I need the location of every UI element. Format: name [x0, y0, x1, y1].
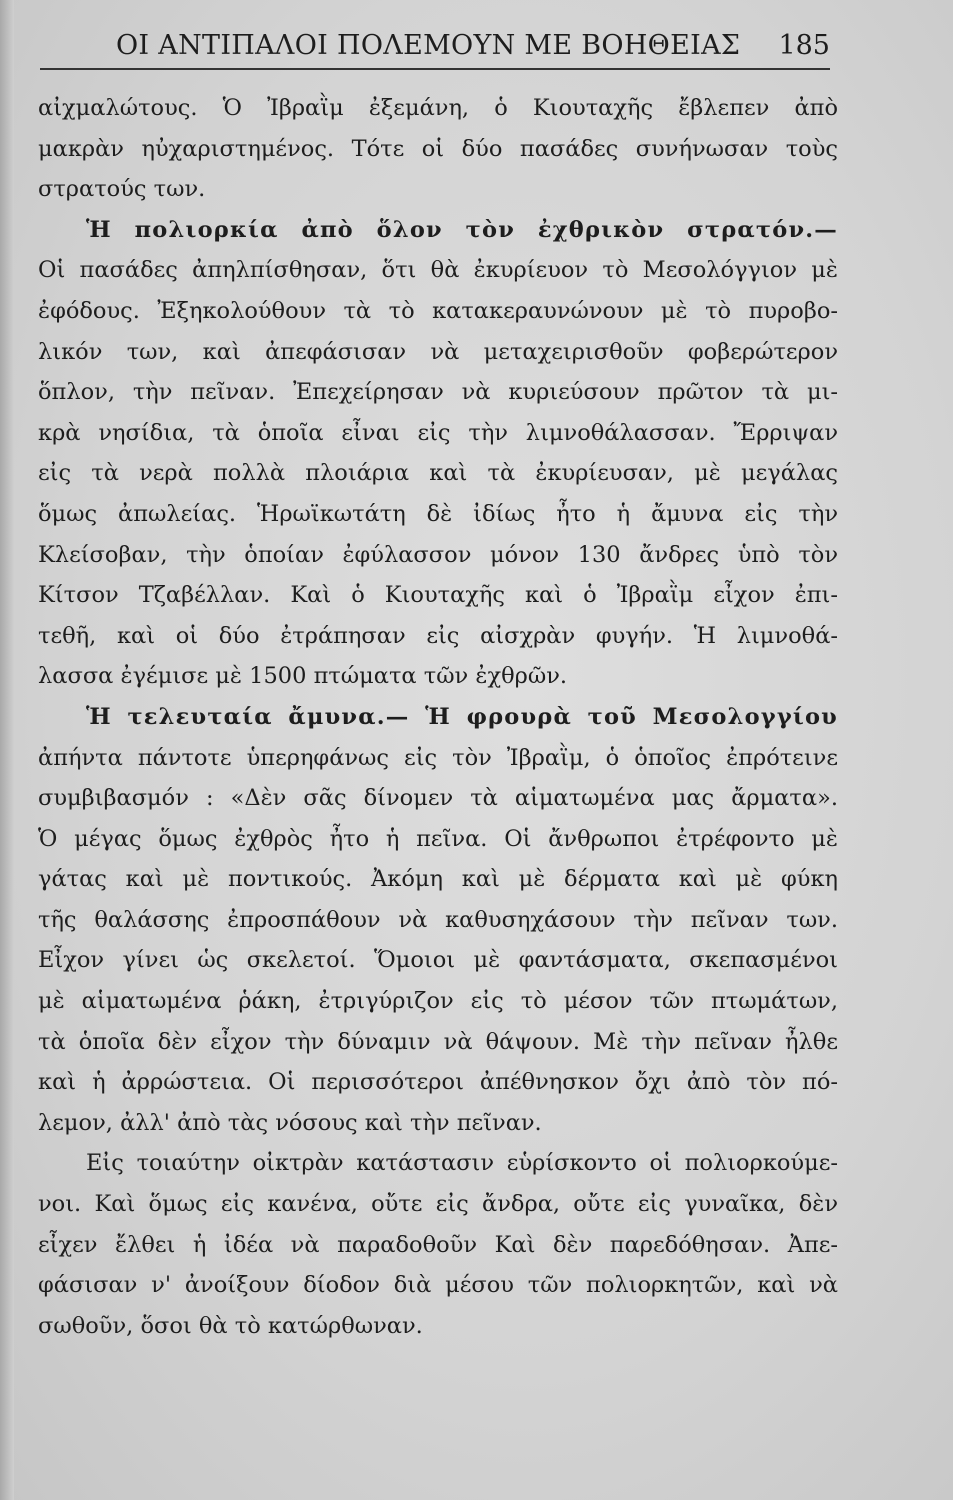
text-line: συμβιβασμόν : «Δὲν σᾶς δίνομεν τὰ αἱματωμένα μας ἄρματα».	[38, 785, 838, 812]
text-line: Ὁ μέγας ὅμως ἐχθρὸς ἦτο ἡ πεῖνα. Οἱ ἄνθρωποι ἐτρέφοντο μὲ	[38, 825, 838, 852]
text-line: Εἶχον γίνει ὡς σκελετοί. Ὅμοιοι μὲ φαντάσματα, σκεπασμένοι	[38, 947, 838, 974]
text-line: σωθοῦν, ὅσοι θὰ τὸ κατώρθωναν.	[38, 1312, 423, 1339]
text-line: Εἰς τοιαύτην οἰκτρὰν κατάστασιν εὑρίσκοντο οἱ πολιορκούμε-	[86, 1150, 838, 1177]
header-rule	[40, 68, 830, 70]
text-line: ὅμως ἀπωλείας. Ἡρωϊκωτάτη δὲ ἰδίως ἦτο ἡ ἄμυνα εἰς τὴν	[38, 500, 838, 527]
section-heading-siege: Ἡ πολιορκία ἀπὸ ὅλον τὸν ἐχθρικὸν στρατόν.—	[86, 216, 838, 243]
text-line: φάσισαν ν' ἀνοίξουν δίοδον διὰ μέσου τῶν πολιορκητῶν, καὶ νὰ	[38, 1272, 838, 1299]
text-line: τεθῆ, καὶ οἱ δύο ἐτράπησαν εἰς αἰσχρὰν φυγήν. Ἡ λιμνοθά-	[38, 622, 838, 649]
text-line: ἀπήντα πάντοτε ὑπερηφάνως εἰς τὸν Ἰβραῒμ, ὁ ὁποῖος ἐπρότεινε	[38, 744, 838, 771]
text-line: Οἱ πασάδες ἀπηλπίσθησαν, ὅτι θὰ ἐκυρίευον τὸ Μεσολόγγιον μὲ	[38, 257, 838, 284]
text-line: εἰς τὰ νερὰ πολλὰ πλοιάρια καὶ τὰ ἐκυρίευσαν, μὲ μεγάλας	[38, 460, 838, 487]
text-line: εἶχεν ἔλθει ἡ ἰδέα νὰ παραδοθοῦν Καὶ δὲν παρεδόθησαν. Ἀπε-	[38, 1231, 838, 1258]
text-line: Κίτσον Τζαβέλλαν. Καὶ ὁ Κιουταχῆς καὶ ὁ Ἰβραῒμ εἶχον ἐπι-	[38, 582, 838, 609]
text-line: μακρὰν ηὐχαριστημένος. Τότε οἱ δύο πασάδες συνήνωσαν τοὺς	[38, 135, 838, 162]
page-spine-shadow	[0, 0, 14, 1500]
body-text	[38, 88, 838, 1346]
text-line: νοι. Καὶ ὅμως εἰς κανένα, οὔτε εἰς ἄνδρα, οὔτε εἰς γυναῖκα, δὲν	[38, 1191, 838, 1218]
text-line: ἐφόδους. Ἐξηκολούθουν τὰ τὸ κατακεραυνώνουν μὲ τὸ πυροβο-	[38, 297, 838, 324]
running-head	[108, 26, 830, 70]
section-heading-last-defense: Ἡ τελευταία ἄμυνα.— Ἡ φρουρὰ τοῦ Μεσολογγίου	[86, 703, 838, 730]
text-line: καὶ ἡ ἀρρώστεια. Οἱ περισσότεροι ἀπέθνησκον ὄχι ἀπὸ τὸν πό-	[38, 1069, 838, 1096]
text-line: τῆς θαλάσσης ἐπροσπάθουν νὰ καθυσηχάσουν τὴν πεῖναν των.	[38, 906, 838, 933]
text-line: μὲ αἱματωμένα ῥάκη, ἐτριγύριζον εἰς τὸ μέσον τῶν πτωμάτων,	[38, 988, 838, 1015]
text-line: αἰχμαλώτους. Ὁ Ἰβραῒμ ἐξεμάνη, ὁ Κιουταχῆς ἔβλεπεν ἀπὸ	[38, 95, 838, 121]
text-line: κρὰ νησίδια, τὰ ὁποῖα εἶναι εἰς τὴν λιμνοθάλασσαν. Ἔρριψαν	[38, 419, 838, 446]
text-line: λικόν των, καὶ ἀπεφάσισαν νὰ μεταχειρισθοῦν φοβερώτερον	[38, 338, 838, 365]
text-line: στρατούς των.	[38, 176, 206, 203]
text-line: τὰ ὁποῖα δὲν εἶχον τὴν δύναμιν νὰ θάψουν. Μὲ τὴν πεῖναν ἦλθε	[38, 1028, 838, 1055]
text-line: λασσα ἐγέμισε μὲ 1500 πτώματα τῶν ἐχθρῶν.	[38, 663, 568, 690]
text-line: γάτας καὶ μὲ ποντικούς. Ἀκόμη καὶ μὲ δέρματα καὶ μὲ φύκη	[38, 866, 838, 893]
running-title: ΟΙ ΑΝΤΙΠΑΛΟΙ ΠΟΛΕΜΟΥΝ ΜΕ ΒΟΗΘΕΙΑΣ	[116, 30, 741, 61]
text-line: ὅπλον, τὴν πεῖναν. Ἐπεχείρησαν νὰ κυριεύσουν πρῶτον τὰ μι-	[38, 379, 838, 406]
text-line: Κλείσοβαν, τὴν ὁποίαν ἐφύλασσον μόνον 130 ἄνδρες ὑπὸ τὸν	[38, 541, 838, 568]
page-number: 185	[778, 30, 830, 61]
text-line: λεμον, ἀλλ' ἀπὸ τὰς νόσους καὶ τὴν πεῖναν.	[38, 1109, 542, 1136]
